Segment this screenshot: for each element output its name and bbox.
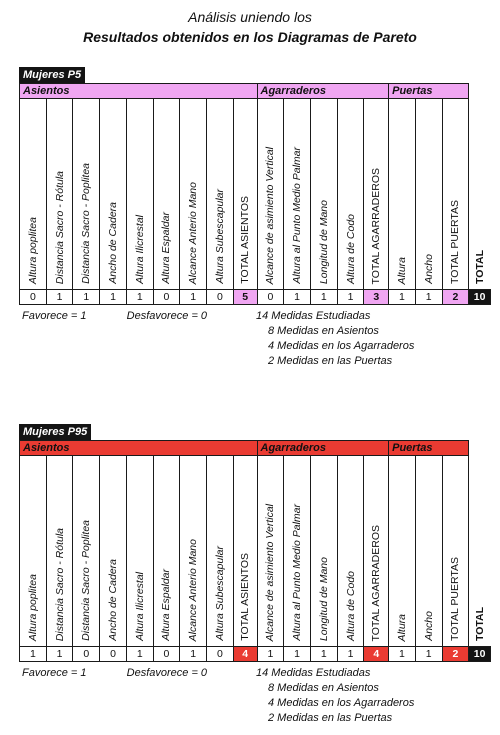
legend-p95 xyxy=(22,666,207,681)
column-header-label: Altura al Punto Medio Palmar xyxy=(291,147,304,284)
column-header-label: Altura xyxy=(395,613,408,641)
summary-line: 14 Medidas Estudiadas xyxy=(256,310,371,322)
column-header-label: Alcance de asimiento Vertical xyxy=(264,503,277,641)
group-asientos: Asientos xyxy=(20,441,258,456)
table-label: Mujeres P95 xyxy=(19,424,91,440)
subtotal-cell: 4 xyxy=(233,647,257,662)
title-line-1: Análisis uniendo los xyxy=(188,9,312,25)
legend-desfavorece: Desfavorece = 0 xyxy=(126,310,208,322)
subtotal-cell: 2 xyxy=(442,290,469,305)
column-header xyxy=(415,99,442,290)
column-header xyxy=(73,99,100,290)
summary-line: 14 Medidas Estudiadas xyxy=(256,667,371,679)
value-cell: 1 xyxy=(389,647,416,662)
column-header-label: Distancia Sacro - Rótula xyxy=(53,170,66,284)
value-cell: 1 xyxy=(389,290,416,305)
value-cell: 1 xyxy=(257,647,284,662)
value-cell: 0 xyxy=(20,290,47,305)
column-header xyxy=(310,456,337,647)
column-header xyxy=(364,456,389,647)
column-header-label: Longitud de Mano xyxy=(317,556,330,641)
column-header xyxy=(469,99,491,290)
summary-line: 2 Medidas en las Puertas xyxy=(268,355,393,367)
subtotal-cell: 4 xyxy=(364,647,389,662)
column-header-label: Distancia Sacro - Rótula xyxy=(53,527,66,641)
summary-p95 xyxy=(256,666,414,726)
column-header-label: TOTAL PUERTAS xyxy=(449,556,462,641)
column-header-label: Altura Espaldar xyxy=(160,569,173,641)
subtotal-cell: 2 xyxy=(442,647,469,662)
column-header xyxy=(284,99,311,290)
column-header-label: TOTAL PUERTAS xyxy=(449,199,462,284)
value-cell: 0 xyxy=(207,647,234,662)
column-header-label: Distancia Sacro - Poplitea xyxy=(80,163,93,284)
value-cell: 1 xyxy=(126,290,153,305)
grand-total-cell: 10 xyxy=(469,290,491,305)
table-label: Mujeres P5 xyxy=(19,67,85,83)
legend-favorece: Favorece = 1 xyxy=(22,310,87,322)
column-header-label: Alcance Anterio Mano xyxy=(187,538,200,641)
value-cell: 1 xyxy=(126,647,153,662)
column-header xyxy=(100,99,127,290)
pareto-table-p95 xyxy=(19,440,491,662)
column-header-label: Altura de Codo xyxy=(344,570,357,641)
column-header xyxy=(364,99,389,290)
value-cell: 1 xyxy=(20,647,47,662)
grand-total-cell: 10 xyxy=(469,647,491,662)
column-header xyxy=(46,456,73,647)
column-header-label: Ancho de Cadera xyxy=(107,559,120,641)
value-cell: 1 xyxy=(337,647,364,662)
value-cell: 1 xyxy=(284,290,311,305)
column-header xyxy=(180,456,207,647)
title-line-2: Resultados obtenidos en los Diagramas de Pareto xyxy=(83,29,417,45)
column-header xyxy=(73,456,100,647)
value-cell: 0 xyxy=(153,290,180,305)
column-header-label: TOTAL xyxy=(473,249,486,284)
column-header xyxy=(389,99,416,290)
column-header-label: Ancho xyxy=(422,611,435,641)
summary-line: 2 Medidas en las Puertas xyxy=(268,712,393,724)
column-header-label: TOTAL xyxy=(473,606,486,641)
value-cell: 0 xyxy=(100,647,127,662)
column-header-label: Ancho xyxy=(422,254,435,284)
value-cell: 1 xyxy=(415,290,442,305)
column-header-label: Altura de Codo xyxy=(344,213,357,284)
column-header xyxy=(126,99,153,290)
value-cell: 1 xyxy=(415,647,442,662)
column-header-label: Ancho de Cadera xyxy=(107,202,120,284)
column-header xyxy=(415,456,442,647)
column-header xyxy=(20,456,47,647)
column-header-label: Altura Ilicrestal xyxy=(133,572,146,641)
column-header xyxy=(442,99,469,290)
value-cell: 1 xyxy=(46,290,73,305)
group-agarraderos: Agarraderos xyxy=(257,84,389,99)
column-header xyxy=(46,99,73,290)
column-header-label: Distancia Sacro - Poplitea xyxy=(80,520,93,641)
legend-favorece: Favorece = 1 xyxy=(22,667,87,679)
legend-p5 xyxy=(22,309,207,324)
value-cell: 1 xyxy=(284,647,311,662)
column-header-label: Longitud de Mano xyxy=(317,199,330,284)
column-header-label: Altura xyxy=(395,256,408,284)
column-header-label: Altura al Punto Medio Palmar xyxy=(291,504,304,641)
column-header xyxy=(207,99,234,290)
value-cell: 0 xyxy=(153,647,180,662)
column-header xyxy=(180,99,207,290)
value-cell: 0 xyxy=(257,290,284,305)
value-cell: 0 xyxy=(73,647,100,662)
column-header xyxy=(284,456,311,647)
column-header xyxy=(257,99,284,290)
pareto-table-p5 xyxy=(19,83,491,305)
column-header-label: Altura Subescapular xyxy=(213,546,226,641)
column-header-label: Altura poplitea xyxy=(26,573,39,641)
group-agarraderos: Agarraderos xyxy=(257,441,389,456)
summary-line: 4 Medidas en los Agarraderos xyxy=(268,697,415,709)
value-cell: 1 xyxy=(310,290,337,305)
column-header-label: Altura Espaldar xyxy=(160,212,173,284)
subtotal-cell: 3 xyxy=(364,290,389,305)
group-asientos: Asientos xyxy=(20,84,258,99)
group-puertas: Puertas xyxy=(389,441,469,456)
summary-line: 8 Medidas en Asientos xyxy=(268,682,379,694)
summary-p5 xyxy=(256,309,414,369)
value-cell: 1 xyxy=(180,290,207,305)
column-header-label: Altura Ilicrestal xyxy=(133,215,146,284)
column-header-label: Altura poplitea xyxy=(26,216,39,284)
value-cell: 0 xyxy=(207,290,234,305)
value-cell: 1 xyxy=(180,647,207,662)
column-header xyxy=(100,456,127,647)
group-puertas: Puertas xyxy=(389,84,469,99)
column-header-label: Alcance de asimiento Vertical xyxy=(264,146,277,284)
value-cell: 1 xyxy=(310,647,337,662)
column-header xyxy=(337,456,364,647)
column-header xyxy=(337,99,364,290)
column-header-label: Alcance Anterio Mano xyxy=(187,181,200,284)
column-header-label: TOTAL ASIENTOS xyxy=(239,553,252,641)
column-header xyxy=(153,99,180,290)
subtotal-cell: 5 xyxy=(233,290,257,305)
column-header xyxy=(257,456,284,647)
column-header-label: TOTAL AGARRADEROS xyxy=(370,524,383,641)
column-header xyxy=(469,456,491,647)
column-header xyxy=(153,456,180,647)
column-header xyxy=(207,456,234,647)
column-header xyxy=(442,456,469,647)
column-header xyxy=(233,456,257,647)
summary-line: 8 Medidas en Asientos xyxy=(268,325,379,337)
column-header-label: TOTAL AGARRADEROS xyxy=(370,167,383,284)
summary-line: 4 Medidas en los Agarraderos xyxy=(268,340,415,352)
value-cell: 1 xyxy=(337,290,364,305)
column-header xyxy=(126,456,153,647)
column-header xyxy=(310,99,337,290)
column-header xyxy=(389,456,416,647)
value-cell: 1 xyxy=(73,290,100,305)
legend-desfavorece: Desfavorece = 0 xyxy=(126,667,208,679)
value-cell: 1 xyxy=(100,290,127,305)
column-header-label: Altura Subescapular xyxy=(213,189,226,284)
column-header-label: TOTAL ASIENTOS xyxy=(239,196,252,284)
value-cell: 1 xyxy=(46,647,73,662)
column-header xyxy=(20,99,47,290)
column-header xyxy=(233,99,257,290)
